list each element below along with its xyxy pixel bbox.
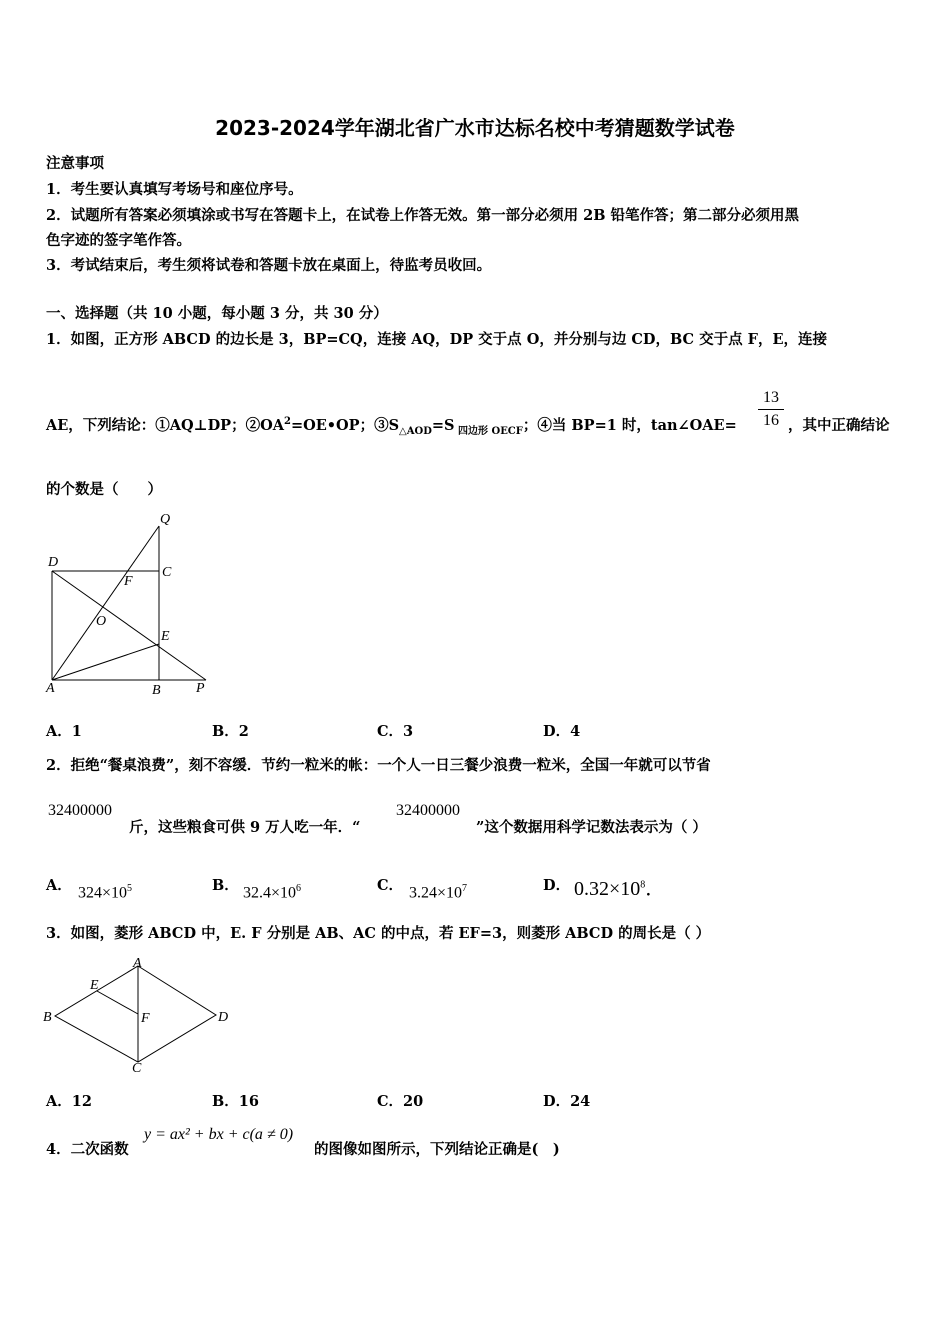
q1-line2 <box>46 414 737 437</box>
q3-label-c: C <box>132 1061 142 1076</box>
q2-number-1: 32400000 <box>48 802 112 819</box>
q2-option-a-value: $324\times 10^5$ <box>78 883 133 902</box>
q3-option-b: B．16 <box>212 1093 259 1110</box>
section-heading: 一、选择题（共 10 小题，每小题 3 分，共 30 分） <box>46 305 388 322</box>
q1-label-c: C <box>162 565 172 580</box>
q1-line2-end: ，其中正确结论 <box>788 417 890 434</box>
q2-option-d-value: $0.32\times 10^8$． <box>574 878 666 900</box>
q1-label-p: P <box>196 681 205 696</box>
q1-text-c: ；④当 BP=1 时，tan∠OAE= <box>522 417 737 434</box>
q3-label-e: E <box>90 978 99 993</box>
q3-segment-ef <box>97 991 138 1014</box>
q1-frac-den: 16 <box>763 412 779 429</box>
q2-option-a-label: A． <box>46 877 72 894</box>
q3-option-a: A．12 <box>46 1093 92 1110</box>
q1-line-aq <box>52 526 159 680</box>
q1-line-ae <box>52 644 159 680</box>
q1-label-f: F <box>124 574 133 589</box>
q2-line1: 2．拒绝“餐桌浪费”，刻不容缓．节约一粒米的帐：一个人一日三餐少浪费一粒米，全国一年就可以节省 <box>46 757 711 774</box>
q1-label-b: B <box>152 683 161 698</box>
q1-sub-quad: 四边形 OECF <box>454 425 523 437</box>
q3-rhombus <box>55 966 216 1062</box>
notice-item-2: 2．试题所有答案必须填涂或书写在答题卡上，在试卷上作答无效。第一部分必须用 2B 铅笔作答；第二部分必须用黑 <box>46 207 800 224</box>
q1-text-b: =OE•OP；③S <box>290 417 400 434</box>
q3-label-f: F <box>141 1011 150 1026</box>
q1-option-d: D．4 <box>543 723 581 740</box>
q1-label-a: A <box>46 681 55 696</box>
q3-label-a: A <box>133 958 142 971</box>
q1-label-d: D <box>48 555 59 570</box>
q1-line3: 的个数是（ ） <box>46 481 162 498</box>
q2-option-b-value: $32.4\times 10^6$ <box>243 883 302 902</box>
q2-option-c-value: $3.24\times 10^7$ <box>409 883 468 902</box>
q1-frac-num: 13 <box>763 389 779 406</box>
notice-item-1: 1．考生要认真填写考场号和座位序号。 <box>46 181 303 198</box>
q2-end-text: ”这个数据用科学记数法表示为（ ） <box>476 819 707 836</box>
q1-line1: 1．如图，正方形 ABCD 的边长是 3，BP=CQ，连接 AQ，DP 交于点 O，并分别与边 CD，BC 交于点 F，E，连接 <box>46 331 827 348</box>
q2-option-d-label: D． <box>543 877 571 894</box>
q1-option-b: B．2 <box>212 723 249 740</box>
q3-option-c: C．20 <box>377 1093 424 1110</box>
q3-option-d: D．24 <box>543 1093 591 1110</box>
notice-item-2-cont: 色字迹的签字笔作答。 <box>46 232 191 249</box>
q1-text-a: AE，下列结论：①AQ⊥DP；②OA <box>46 417 284 434</box>
q2-middle-text: 斤，这些粮食可供 9 万人吃一年．“ <box>129 819 361 836</box>
q2-option-b-label: B． <box>212 877 239 894</box>
q1-option-a: A．1 <box>46 723 82 740</box>
q1-square: 2 <box>283 416 291 428</box>
q3-label-b: B <box>43 1010 52 1025</box>
q4-formula: y = ax² + bx + c(a ≠ 0) <box>144 1126 294 1143</box>
notice-item-3: 3．考试结束后，考生须将试卷和答题卡放在桌面上，待监考员收回。 <box>46 257 492 274</box>
page-title: 2023-2024学年湖北省广水市达标名校中考猜题数学试卷 <box>215 116 735 140</box>
q1-label-e: E <box>161 629 170 644</box>
q1-text-eq: =S <box>431 417 455 434</box>
q4-prefix: 4．二次函数 <box>46 1141 129 1158</box>
q2-number-2: 32400000 <box>396 802 460 819</box>
q1-label-o: O <box>96 614 107 629</box>
q4-suffix: 的图像如图所示，下列结论正确是( ) <box>314 1141 560 1158</box>
q2-option-c-label: C． <box>377 877 404 894</box>
q1-fraction <box>758 389 784 430</box>
notice-heading: 注意事项 <box>46 155 104 172</box>
q1-option-c: C．3 <box>377 723 414 740</box>
q1-figure <box>40 508 220 700</box>
q1-frac-bar <box>758 409 784 410</box>
q1-label-q: Q <box>160 512 171 527</box>
q3-label-d: D <box>218 1010 229 1025</box>
q3-figure <box>40 958 240 1076</box>
q1-sub-aod: △AOD <box>399 425 432 437</box>
q3-line1: 3．如图，菱形 ABCD 中，E. F 分别是 AB、AC 的中点，若 EF=3，则菱形 ABCD 的周长是（ ） <box>46 925 711 942</box>
